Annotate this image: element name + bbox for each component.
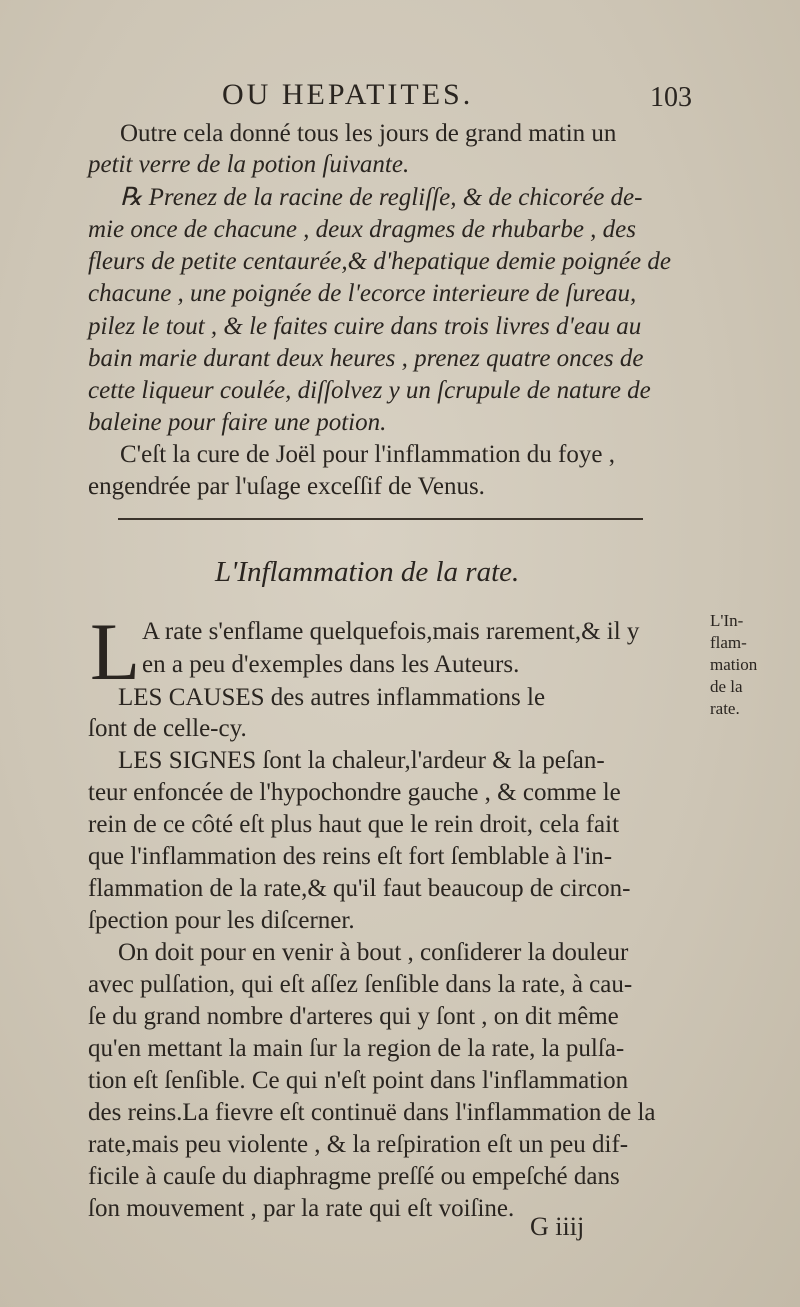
text-line: Outre cela donné tous les jours de grand matin un [120, 120, 617, 147]
text-line: petit verre de la potion ſuivante. [88, 151, 410, 178]
text-line: qu'en mettant la main ſur la region de la rate, la pulſa- [88, 1035, 625, 1062]
text-line: ſe du grand nombre d'arteres qui y ſont , on dit même [88, 1003, 619, 1030]
text-line: mie once de chacune , deux dragmes de rhubarbe , des [88, 216, 636, 243]
section-divider [118, 518, 643, 520]
text-line: que l'inflammation des reins eſt fort ſemblable à l'in- [88, 843, 613, 870]
text-line: des reins.La fievre eſt continuë dans l'inflammation de la [88, 1099, 656, 1126]
text-line: bain marie durant deux heures , prenez quatre onces de [88, 345, 644, 372]
text-line: tion eſt ſenſible. Ce qui n'eſt point dans l'inflammation [88, 1067, 629, 1094]
text-line: LES SIGNES ſont la chaleur,l'ardeur & la peſan- [118, 747, 605, 774]
text-line: C'eſt la cure de Joël pour l'inflammation du foye , [120, 441, 615, 468]
text-line: fleurs de petite centaurée,& d'hepatique demie poignée de [88, 248, 671, 275]
page-header [0, 78, 800, 118]
text-line: ficile à cauſe du diaphragme preſſé ou empeſché dans [88, 1163, 620, 1190]
text-line: ℞ Prenez de la racine de regliſſe, & de chicorée de- [120, 184, 643, 211]
margin-note [710, 610, 790, 720]
margin-note-line: flam- [710, 633, 747, 652]
signature-mark: G iiij [530, 1212, 585, 1241]
text-line: On doit pour en venir à bout , conſiderer la douleur [118, 939, 629, 966]
text-line: flammation de la rate,& qu'il faut beaucoup de circon- [88, 875, 631, 902]
text-line: chacune , une poignée de l'ecorce interieure de ſureau, [88, 280, 637, 307]
text-line: baleine pour faire une potion. [88, 409, 387, 436]
text-line: avec pulſation, qui eſt aſſez ſenſible dans la rate, à cau- [88, 971, 633, 998]
drop-cap: L [90, 606, 141, 697]
margin-note-line: L'In- [710, 611, 744, 630]
text-line: ſpection pour les diſcerner. [88, 907, 355, 934]
text-line: ſon mouvement , par la rate qui eſt voiſine. [88, 1195, 515, 1222]
margin-note-line: mation [710, 655, 758, 674]
text-line: A rate s'enflame quelquefois,mais rarement,& il y [142, 618, 640, 645]
margin-note-line: de la [710, 677, 743, 696]
text-line: engendrée par l'uſage exceſſif de Venus. [88, 473, 485, 500]
text-line: LES CAUSES des autres inflammations le [118, 684, 546, 711]
text-line: ſont de celle-cy. [88, 715, 247, 742]
text-line: teur enfoncée de l'hypochondre gauche , & comme le [88, 779, 621, 806]
margin-note-line: rate. [710, 699, 740, 718]
text-line: cette liqueur coulée, diſſolvez y un ſcrupule de nature de [88, 377, 651, 404]
page-number: 103 [650, 82, 692, 113]
text-line: en a peu d'exemples dans les Auteurs. [142, 651, 520, 678]
section-title: L'Inflammation de la rate. [215, 556, 520, 588]
running-head: OU HEPATITES. [222, 78, 474, 111]
text-line: rate,mais peu violente , & la reſpiration eſt un peu dif- [88, 1131, 629, 1158]
text-line: pilez le tout , & le faites cuire dans trois livres d'eau au [88, 313, 642, 340]
text-line: rein de ce côté eſt plus haut que le rein droit, cela fait [88, 811, 620, 838]
